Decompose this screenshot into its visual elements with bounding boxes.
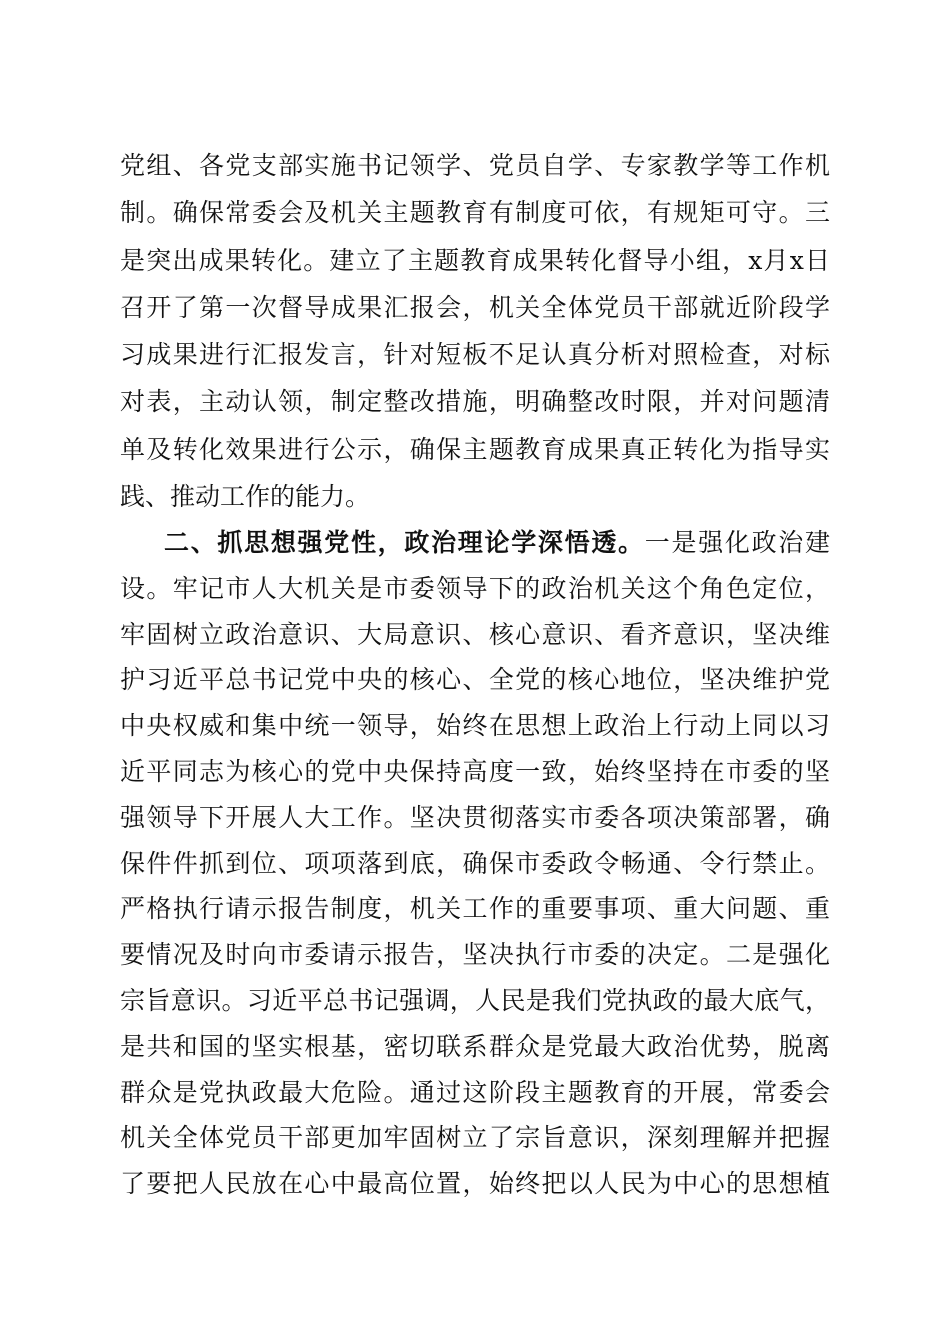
section-heading: 二、抓思想强党性，政治理论学深悟透。 — [164, 528, 645, 557]
body-paragraph-1 — [120, 142, 830, 520]
text-line: 严格执行请示报告制度，机关工作的重要事项、重大问题、重 — [120, 894, 830, 924]
text-line: 牢固树立政治意识、大局意识、核心意识、看齐意识，坚决维 — [120, 619, 830, 649]
text-line: 是突出成果转化。建立了主题教育成果转化督导小组，x月x日 — [120, 245, 830, 275]
text-line: 单及转化效果进行公示，确保主题教育成果真正转化为指导实 — [120, 434, 830, 464]
text-line: 对表，主动认领，制定整改措施，明确整改时限，并对问题清 — [120, 387, 830, 417]
text-run: 一是强化政治建 — [644, 528, 830, 557]
text-line: 机关全体党员干部更加牢固树立了宗旨意识，深刻理解并把握 — [120, 1123, 830, 1153]
text-line: 群众是党执政最大危险。通过这阶段主题教育的开展，常委会 — [120, 1077, 830, 1107]
text-line: 召开了第一次督导成果汇报会，机关全体党员干部就近阶段学 — [120, 292, 830, 322]
text-line: 近平同志为核心的党中央保持高度一致，始终坚持在市委的坚 — [120, 756, 830, 786]
text-line: 践、推动工作的能力。 — [120, 482, 371, 512]
text-line: 设。牢记市人大机关是市委领导下的政治机关这个角色定位， — [120, 573, 830, 603]
text-line: 是共和国的坚实根基，密切联系群众是党最大政治优势，脱离 — [120, 1031, 830, 1061]
text-line: 保件件抓到位、项项落到底，确保市委政令畅通、令行禁止。 — [120, 848, 830, 878]
text-line: 护习近平总书记党中央的核心、全党的核心地位，坚决维护党 — [120, 665, 830, 695]
text-line: 要情况及时向市委请示报告，坚决执行市委的决定。二是强化 — [120, 940, 830, 970]
text-line: 宗旨意识。习近平总书记强调，人民是我们党执政的最大底气， — [120, 985, 830, 1015]
text-line: 了要把人民放在心中最高位置，始终把以人民为中心的思想植 — [120, 1169, 830, 1199]
text-line: 习成果进行汇报发言，针对短板不足认真分析对照检查，对标 — [120, 340, 830, 370]
text-line: 制。确保常委会及机关主题教育有制度可依，有规矩可守。三 — [120, 198, 830, 228]
text-line-first — [120, 520, 830, 566]
text-line: 中央权威和集中统一领导，始终在思想上政治上行动上同以习 — [120, 711, 830, 741]
body-paragraph-2 — [120, 520, 830, 1207]
text-line: 党组、各党支部实施书记领学、党员自学、专家教学等工作机 — [120, 151, 830, 180]
text-line: 强领导下开展人大工作。坚决贯彻落实市委各项决策部署，确 — [120, 802, 830, 832]
